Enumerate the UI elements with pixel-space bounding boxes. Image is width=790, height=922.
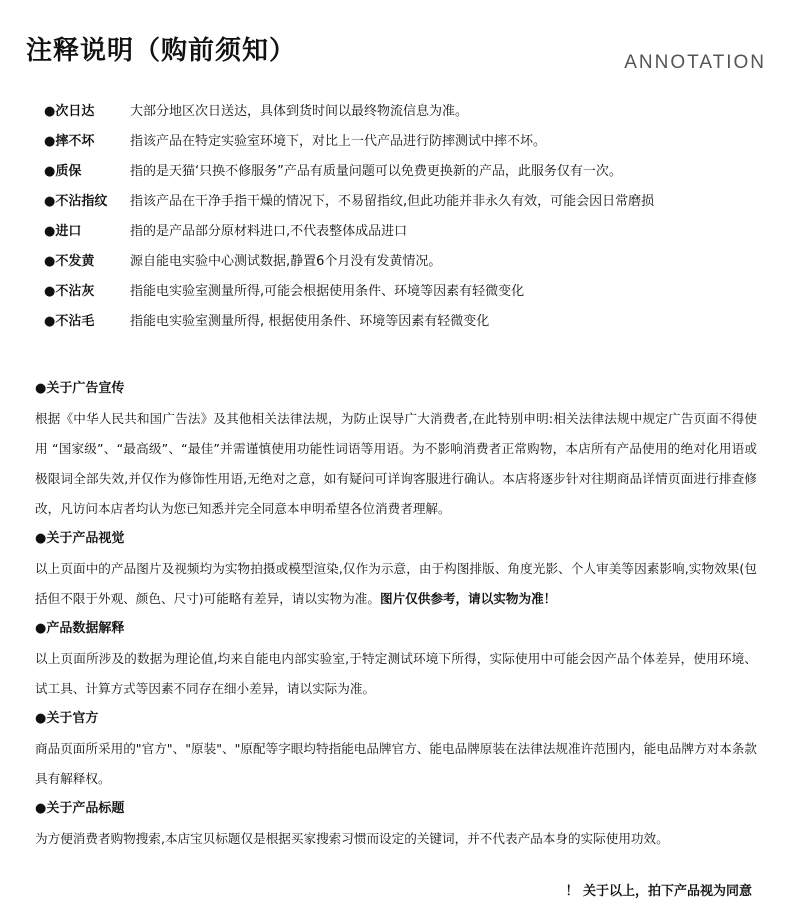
term-key: ●不沾毛	[44, 313, 95, 329]
term-key: ●不沾指纹	[44, 193, 108, 209]
term-row	[44, 184, 764, 214]
term-desc: 指的是产品部分原材料进口,不代表整体成品进口	[130, 223, 408, 239]
term-desc: 指该产品在特定实验室环境下，对比上一代产品进行防摔测试中摔不坏。	[130, 133, 547, 149]
page-title: 注释说明（购前须知）	[26, 36, 297, 66]
section-product-data	[35, 614, 757, 704]
term-row	[44, 154, 764, 184]
section-text: 以上页面中的产品图片及视频均为实物拍摄或模型渲染,仅作为示意，由于构图排版、角度光影、个人审美等因素影响,实物效果(包括但不限于外观、颜色、尺寸)可能略有差异，请以实物为准。	[35, 561, 757, 606]
term-desc: 指能电实验室测量所得,可能会根据使用条件、环境等因素有轻微变化	[130, 283, 525, 299]
section-heading: ●关于官方	[35, 711, 99, 726]
section-text: 根据《中华人民共和国广告法》及其他相关法律法规，为防止误导广大消费者,在此特别申明:相关法律法规中规定广告页面不得使用 “国家级”、“最高级”、“最佳”并需谨慎使用功能性词语等用语。为不影响消费者正常购物，本店所有产品使用的绝对化用语或极限词全部失效,并仅作为修饰性用语,无绝对之意，如有疑问可详询客服进行确认。本店将逐步针对往期商品详情页面进行排查修改，凡访问本店者均认为您已知悉并完全同意本申明希望各位消费者理解。	[35, 411, 757, 516]
term-key: ●次日达	[44, 103, 95, 119]
section-product-title	[35, 794, 757, 854]
terms-list	[44, 94, 764, 334]
notice-sections	[35, 374, 757, 854]
section-heading: ●关于产品视觉	[35, 531, 125, 546]
term-row	[44, 304, 764, 334]
term-row	[44, 244, 764, 274]
term-row	[44, 274, 764, 304]
section-text: 商品页面所采用的"官方"、"原装"、"原配等字眼均特指能电品牌官方、能电品牌原装在法律法规准许范围内，能电品牌方对本条款具有解释权。	[35, 741, 757, 786]
section-emphasis: 图片仅供参考，请以实物为准！	[379, 591, 557, 606]
term-desc: 指能电实验室测量所得, 根据使用条件、环境等因素有轻微变化	[130, 313, 490, 329]
term-key: ●不发黄	[44, 253, 95, 269]
section-body	[35, 644, 757, 704]
section-body	[35, 554, 757, 614]
term-key: ●摔不坏	[44, 133, 95, 149]
term-row	[44, 124, 764, 154]
section-text: 为方便消费者购物搜索,本店宝贝标题仅是根据买家搜索习惯而设定的关键词，并不代表产品本身的实际使用功效。	[35, 831, 669, 846]
section-body	[35, 404, 757, 524]
term-row	[44, 94, 764, 124]
section-body	[35, 734, 757, 794]
section-official	[35, 704, 757, 794]
section-product-visual	[35, 524, 757, 614]
section-text: 以上页面所涉及的数据为理论值,均来自能电内部实验室,于特定测试环境下所得，实际使用中可能会因产品个体差异，使用环境、试工具、计算方式等因素不同存在细小差异，请以实际为准。	[35, 651, 757, 696]
section-heading: ●产品数据解释	[35, 621, 125, 636]
agreement-note: ！ 关于以上，拍下产品视为同意	[565, 884, 752, 899]
section-heading: ●关于广告宣传	[35, 381, 125, 396]
term-desc: 大部分地区次日送达，具体到货时间以最终物流信息为准。	[130, 103, 469, 119]
term-desc: 指的是天猫‘只换不修服务”产品有质量问题可以免费更换新的产品，此服务仅有一次。	[130, 163, 622, 179]
term-desc: 源自能电实验中心测试数据,静置6个月没有发黄情况。	[130, 253, 442, 269]
term-key: ●不沾灰	[44, 283, 95, 299]
section-heading: ●关于产品标题	[35, 801, 125, 816]
term-key: ●质保	[44, 163, 82, 179]
term-row	[44, 214, 764, 244]
section-body	[35, 824, 757, 854]
term-desc: 指该产品在干净手指干燥的情况下，不易留指纹,但此功能并非永久有效，可能会因日常磨损	[130, 193, 655, 209]
term-key: ●进口	[44, 223, 82, 239]
section-advertising	[35, 374, 757, 524]
annotation-label: ANNOTATION	[624, 52, 766, 73]
